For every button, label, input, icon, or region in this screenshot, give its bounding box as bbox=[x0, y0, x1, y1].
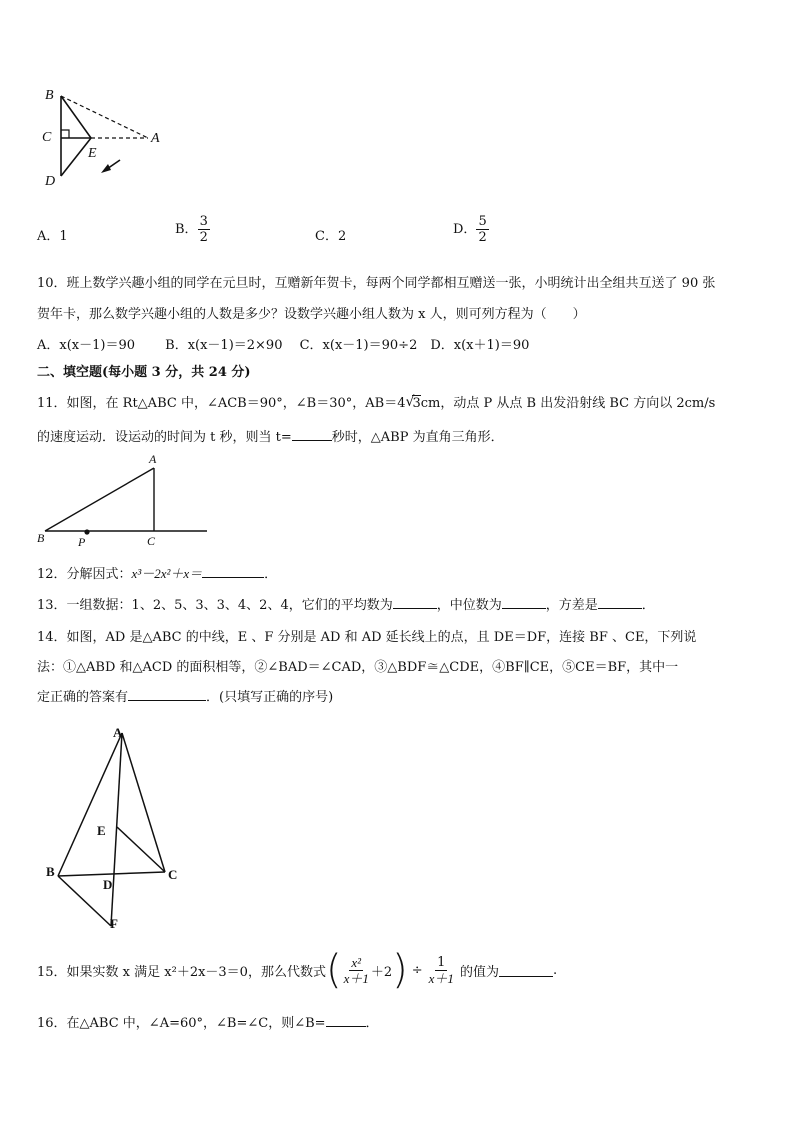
q11-line1-b: cm，动点 P 从点 B 出发沿射线 BC 方向以 2cm/s bbox=[420, 396, 716, 411]
label-B: B bbox=[45, 88, 54, 103]
frac-den: 2 bbox=[199, 230, 208, 245]
label-B: B bbox=[46, 864, 55, 879]
q11-line1-a: 11．如图，在 Rt△ABC 中，∠ACB＝90°，∠B＝30°，AB＝4 bbox=[37, 396, 406, 411]
frac-den: 2 bbox=[478, 230, 487, 245]
q15-fraction-1 bbox=[342, 955, 371, 986]
sqrt-sign: √ bbox=[405, 394, 415, 410]
label-C: C bbox=[42, 130, 52, 145]
q15-fraction-2 bbox=[427, 955, 456, 986]
q11-line2-b: 秒时，△ABP 为直角三角形． bbox=[331, 430, 504, 445]
option-b-prefix: B． bbox=[175, 222, 198, 237]
q15-prefix: 15．如果实数 x 满足 x²＋2x－3＝0，那么代数式 bbox=[37, 964, 326, 980]
q15-divide: ÷ bbox=[411, 962, 423, 978]
frac-num: 3 bbox=[199, 214, 208, 229]
label-C: C bbox=[168, 867, 178, 882]
q10-line1: 10．班上数学兴趣小组的同学在元旦时，互赠新年贺卡，每两个同学都相互赠送一张，小明统计出全组共互送了 90 张 bbox=[37, 276, 716, 291]
section-heading: 二、填空题(每小题 3 分，共 24 分) bbox=[37, 365, 251, 380]
label-A: A bbox=[149, 452, 157, 466]
q14-line3-b: ．(只填写正确的序号) bbox=[206, 690, 334, 705]
q14-line3-a: 定正确的答案有 bbox=[37, 690, 129, 705]
q12-end: ． bbox=[264, 567, 278, 582]
q11-line2-a: 的速度运动．设运动的时间为 t 秒，则当 t= bbox=[37, 430, 292, 445]
label-D: D bbox=[45, 174, 56, 189]
label-E: E bbox=[88, 146, 97, 161]
option-a: A．1 bbox=[37, 229, 68, 244]
label-P: P bbox=[78, 535, 86, 549]
option-c: C．2 bbox=[315, 229, 347, 244]
frac-den: x＋1 bbox=[428, 970, 454, 986]
q12-expression: x³－2x²＋x＝ bbox=[131, 566, 203, 581]
q14-line2: 法：①△ABD 和△ACD 的面积相等，②∠BAD＝∠CAD，③△BDF≅△CDE，④BF∥CE，⑤CE＝BF，其中一 bbox=[37, 660, 679, 675]
q15-end: . bbox=[552, 962, 558, 978]
frac-num: 5 bbox=[478, 214, 487, 229]
frac-num: x² bbox=[351, 954, 362, 970]
q13-b: ，中位数为 bbox=[436, 598, 502, 613]
label-D: D bbox=[103, 877, 113, 892]
left-paren: ( bbox=[325, 947, 342, 993]
label-E: E bbox=[97, 823, 106, 838]
frac-den: x＋1 bbox=[343, 970, 369, 986]
q15-suffix: 的值为 bbox=[459, 964, 499, 980]
answer-blank[interactable] bbox=[326, 1014, 366, 1027]
q10-line2: 贺年卡，那么数学兴趣小组的人数是多少？设数学兴趣小组人数为 x 人，则可列方程为（ ） bbox=[37, 307, 586, 322]
sqrt-radicand: 3 bbox=[412, 396, 421, 411]
q12-prefix: 12．分解因式： bbox=[37, 567, 132, 582]
frac-num: 1 bbox=[437, 954, 446, 970]
label-A: A bbox=[151, 131, 160, 146]
answer-blank[interactable] bbox=[499, 964, 553, 977]
question-15 bbox=[37, 947, 557, 993]
option-d-prefix: D． bbox=[453, 222, 477, 237]
label-F: F bbox=[110, 916, 118, 931]
q14-line1: 14．如图，AD 是△ABC 的中线，E 、F 分别是 AD 和 AD 延长线上的点，且 DE＝DF，连接 BF 、CE，下列说 bbox=[37, 630, 697, 645]
question-16 bbox=[37, 1012, 379, 1031]
right-paren: ) bbox=[392, 947, 408, 993]
q13-d: ． bbox=[641, 598, 655, 613]
q16-end: ． bbox=[365, 1016, 379, 1031]
label-A: A bbox=[113, 725, 123, 740]
q16-text: 16．在△ABC 中，∠A=60°，∠B=∠C，则∠B= bbox=[37, 1016, 326, 1031]
q10-options: A．x(x－1)＝90 B．x(x－1)＝2×90 C．x(x－1)＝90÷2 D．x(x＋1)＝90 bbox=[37, 338, 530, 353]
label-C: C bbox=[147, 534, 156, 548]
q15-plus-two: ＋2 bbox=[370, 964, 393, 980]
q13-a: 13．一组数据：1、2、5、3、3、4、2、4，它们的平均数为 bbox=[37, 598, 393, 613]
q13-c: ，方差是 bbox=[545, 598, 598, 613]
label-B: B bbox=[37, 531, 45, 545]
